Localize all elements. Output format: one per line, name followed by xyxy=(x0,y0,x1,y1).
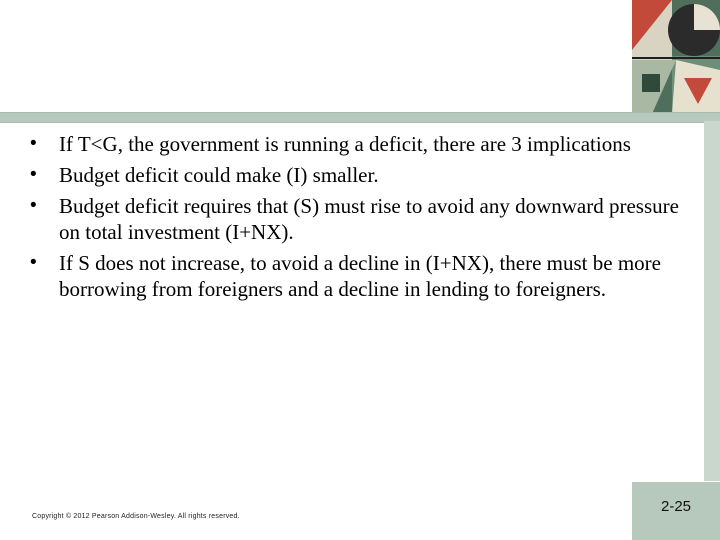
page-number-box xyxy=(632,482,720,540)
bullet-text: If S does not increase, to avoid a decline in (I+NX), there must be more borrowing from foreigners and a decline in lending to foreigners. xyxy=(59,251,661,301)
bullet-text: Budget deficit requires that (S) must rise to avoid any downward pressure on total investment (I+NX). xyxy=(59,194,679,244)
bullet-text: If T<G, the government is running a deficit, there are 3 implications xyxy=(59,132,631,156)
list-item xyxy=(30,193,680,245)
copyright-notice: Copyright © 2012 Pearson Addison-Wesley. All rights reserved. xyxy=(32,513,240,520)
bullet-icon: • xyxy=(30,195,37,216)
bullet-icon: • xyxy=(30,252,37,273)
list-item xyxy=(30,131,680,157)
header-rule xyxy=(0,112,720,123)
bullet-icon: • xyxy=(30,133,37,154)
bullet-icon: • xyxy=(30,164,37,185)
bullet-text: Budget deficit could make (I) smaller. xyxy=(59,163,379,187)
side-bar xyxy=(704,121,720,481)
list-item xyxy=(30,250,680,302)
abstract-art-icon xyxy=(632,0,720,114)
page-number: 2-25 xyxy=(660,498,692,515)
list-item xyxy=(30,162,680,188)
bullet-list xyxy=(30,131,680,307)
